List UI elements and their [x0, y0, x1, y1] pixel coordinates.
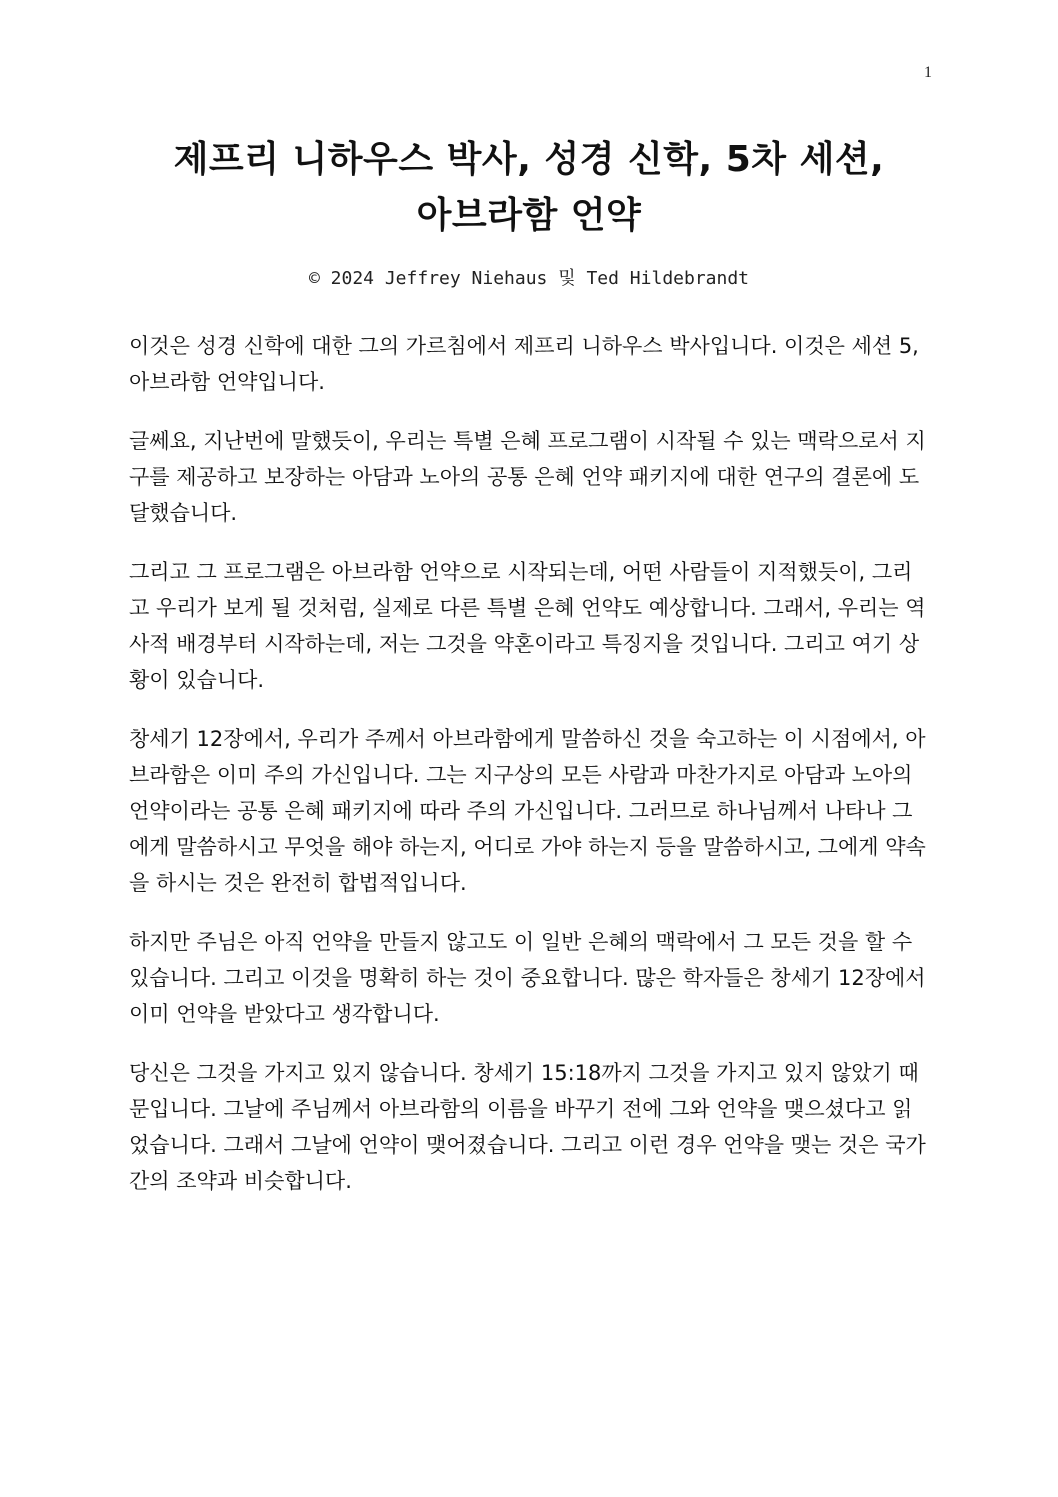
page-title: [100, 132, 958, 244]
title-line-1: 제프리 니하우스 박사, 성경 신학, 5차 세션,: [173, 139, 885, 180]
paragraph: 하지만 주님은 아직 언약을 만들지 않고도 이 일반 은혜의 맥락에서 그 모든 것을 할 수 있습니다. 그리고 이것을 명확히 하는 것이 중요합니다. 많은 학자들은 창세기 12장에서 이미 언약을 받았다고 생각합니다.: [129, 930, 926, 1026]
document-body: [129, 328, 929, 1222]
paragraph: 그리고 그 프로그램은 아브라함 언약으로 시작되는데, 어떤 사람들이 지적했듯이, 그리고 우리가 보게 될 것처럼, 실제로 다른 특별 은혜 언약도 예상합니다. 그래서, 우리는 역사적 배경부터 시작하는데, 저는 그것을 약혼이라고 특징지을 것입니다. 그리고 여기 상황이 있습니다.: [129, 560, 926, 692]
title-line-2: 아브라함 언약: [416, 195, 642, 236]
paragraph: 창세기 12장에서, 우리가 주께서 아브라함에게 말씀하신 것을 숙고하는 이 시점에서, 아브라함은 이미 주의 가신입니다. 그는 지구상의 모든 사람과 마찬가지로 아담과 노아의 언약이라는 공통 은혜 패키지에 따라 주의 가신입니다. 그러므로 하나님께서 나타나 그에게 말씀하시고 무엇을 해야 하는지, 어디로 가야 하는지 등을 말씀하시고, 그에게 약속을 하시는 것은 완전히 합법적입니다.: [129, 727, 926, 895]
copyright-line: © 2024 Jeffrey Niehaus 및 Ted Hildebrandt: [308, 268, 750, 289]
page-number: 1: [924, 64, 932, 81]
paragraph: 당신은 그것을 가지고 있지 않습니다. 창세기 15:18까지 그것을 가지고 있지 않았기 때문입니다. 그날에 주님께서 아브라함의 이름을 바꾸기 전에 그와 언약을 맺으셨다고 읽었습니다. 그래서 그날에 언약이 맺어졌습니다. 그리고 이런 경우 언약을 맺는 것은 국가 간의 조약과 비슷합니다.: [129, 1061, 926, 1193]
paragraph: 이것은 성경 신학에 대한 그의 가르침에서 제프리 니하우스 박사입니다. 이것은 세션 5, 아브라함 언약입니다.: [129, 334, 919, 394]
paragraph: 글쎄요, 지난번에 말했듯이, 우리는 특별 은혜 프로그램이 시작될 수 있는 맥락으로서 지구를 제공하고 보장하는 아담과 노아의 공통 은혜 언약 패키지에 대한 연구의 결론에 도달했습니다.: [129, 429, 926, 525]
